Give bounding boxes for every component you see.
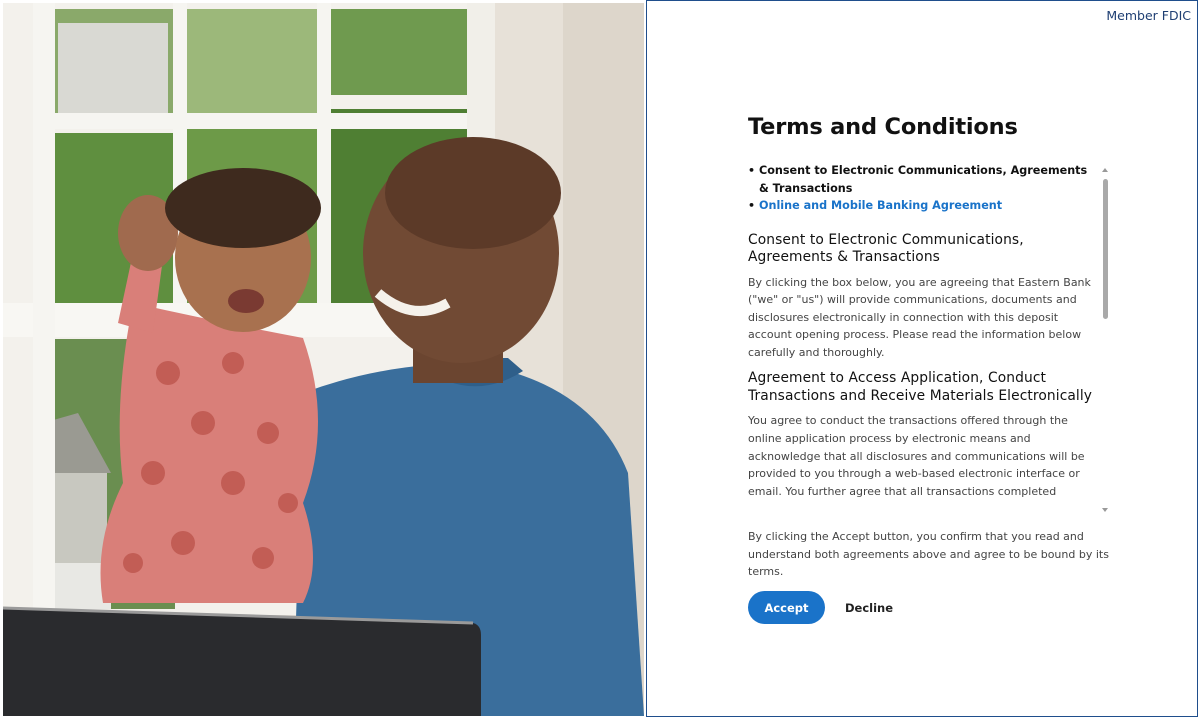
accept-button[interactable]: Accept [748, 591, 825, 624]
scrollbar-thumb[interactable] [1103, 179, 1108, 319]
confirm-text: By clicking the Accept button, you confirm that you read and understand both agreements above and agree to be bound by its terms. [748, 530, 1109, 579]
page-title: Terms and Conditions [748, 114, 1018, 140]
section-heading-agreement: Agreement to Access Application, Conduct Transactions and Receive Materials Electronically [748, 370, 1093, 404]
decline-button[interactable]: Decline [837, 591, 901, 624]
section-body-agreement: You agree to conduct the transactions offered through the online application process by electronic means and acknowledge that all disclosures and communications will be provided to you through a web-based electronic interface or email. You further agree that all transactions completed [748, 414, 1085, 498]
terms-scroll-area[interactable] [748, 162, 1108, 516]
section-heading-consent: Consent to Electronic Communications, Agreements & Transactions [748, 231, 1024, 265]
terms-scrollbar[interactable] [1101, 164, 1111, 512]
member-fdic-label: Member FDIC [1106, 8, 1191, 23]
hero-photo [3, 3, 644, 716]
scroll-down-arrow-icon[interactable] [1102, 508, 1108, 512]
family-photo-illustration [3, 3, 644, 716]
section-body-consent: By clicking the box below, you are agreeing that Eastern Bank ("we" or "us") will provide communications, documents and disclosures electronically in connection with this deposit account opening process. Please read the information below carefully and thoroughly. [748, 275, 1091, 359]
scroll-up-arrow-icon[interactable] [1102, 168, 1108, 172]
terms-content [748, 162, 1098, 500]
terms-toc [748, 162, 1098, 215]
toc-item-consent: • Consent to Electronic Communications, Agreements & Transactions [748, 162, 1098, 197]
terms-panel [646, 0, 1198, 717]
toc-link-online-banking-agreement[interactable]: • Online and Mobile Banking Agreement [748, 197, 1098, 215]
